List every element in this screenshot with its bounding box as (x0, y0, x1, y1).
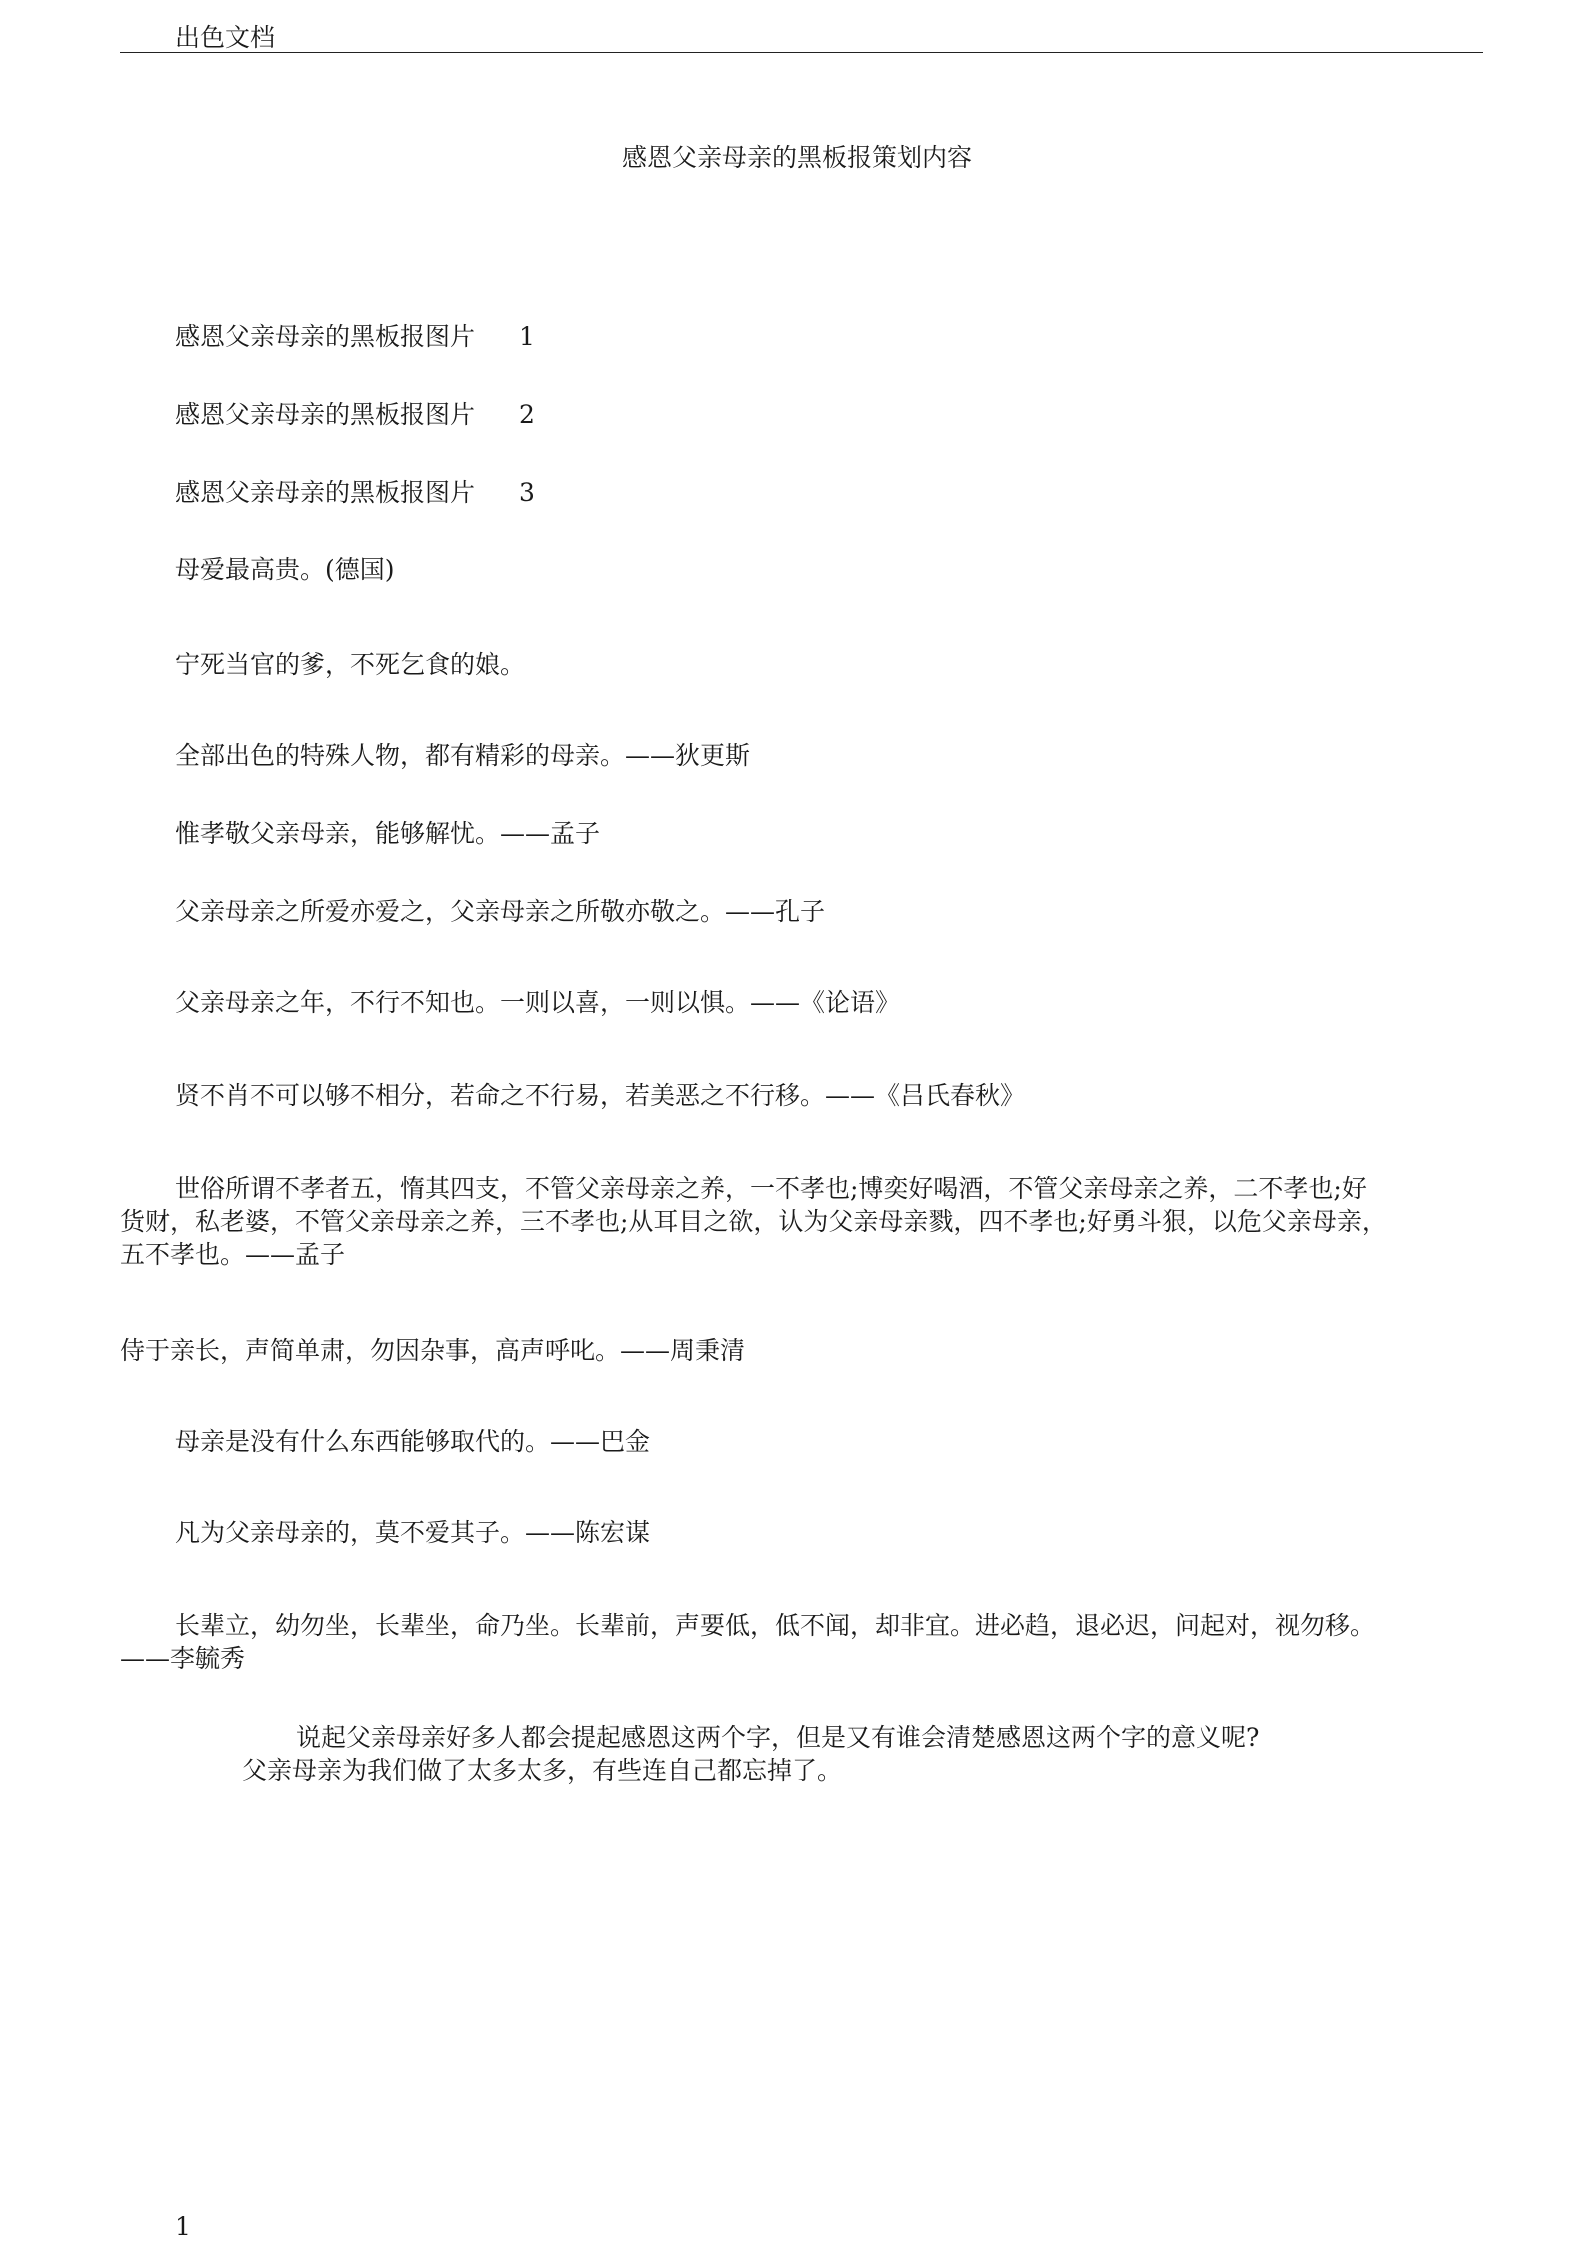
mencius-paragraph-line3: 五不孝也。——孟子 (120, 1240, 346, 1269)
image-item-1 (175, 322, 535, 352)
image-item-label: 感恩父亲母亲的黑板报图片 (175, 322, 476, 351)
quote-line: 父亲母亲之所爱亦爱之，父亲母亲之所敬亦敬之。——孔子 (175, 897, 826, 926)
image-item-number: 2 (519, 400, 535, 429)
header-divider (120, 52, 1483, 53)
li-paragraph-line2: ——李毓秀 (120, 1644, 246, 1673)
quote-line: 全部出色的特殊人物，都有精彩的母亲。——狄更斯 (175, 741, 751, 770)
image-item-number: 1 (519, 322, 535, 351)
mencius-paragraph-line2: 货财，私老婆，不管父亲母亲之养，三不孝也;从耳目之欲，认为父亲母亲戮，四不孝也;好勇斗狠，以危父亲母亲， (120, 1207, 1387, 1236)
quote-line: 侍于亲长，声简单肃，勿因杂事，高声呼叱。——周秉清 (120, 1336, 746, 1365)
quote-line: 贤不肖不可以够不相分，若命之不行易，若美恶之不行移。——《吕氏春秋》 (175, 1081, 1026, 1110)
running-header: 出色文档 (175, 23, 276, 52)
image-item-2 (175, 400, 535, 430)
quote-line: 惟孝敬父亲母亲，能够解忧。——孟子 (175, 819, 601, 848)
page-number: 1 (175, 2212, 191, 2241)
closing-line1: 说起父亲母亲好多人都会提起感恩这两个字，但是又有谁会清楚感恩这两个字的意义呢? (296, 1723, 1260, 1752)
mencius-paragraph-line1: 世俗所谓不孝者五，惰其四支，不管父亲母亲之养，一不孝也;博奕好喝酒，不管父亲母亲之养，二不孝也;好 (175, 1174, 1367, 1203)
quote-line: 父亲母亲之年，不行不知也。一则以喜，一则以惧。——《论语》 (175, 988, 901, 1017)
quote-line: 凡为父亲母亲的，莫不爱其子。——陈宏谋 (175, 1518, 651, 1547)
quote-line: 母爱最高贵。(德国) (175, 555, 395, 584)
image-item-number: 3 (519, 478, 535, 507)
image-item-label: 感恩父亲母亲的黑板报图片 (175, 400, 476, 429)
image-item-3 (175, 478, 535, 508)
quote-line: 母亲是没有什么东西能够取代的。——巴金 (175, 1427, 651, 1456)
image-item-label: 感恩父亲母亲的黑板报图片 (175, 478, 476, 507)
li-paragraph-line1: 长辈立，幼勿坐，长辈坐，命乃坐。长辈前，声要低，低不闻，却非宜。进必趋，退必迟，问起对，视勿移。 (175, 1611, 1376, 1640)
closing-line2: 父亲母亲为我们做了太多太多，有些连自己都忘掉了。 (242, 1756, 843, 1785)
document-title: 感恩父亲母亲的黑板报策划内容 (621, 143, 972, 172)
quote-line: 宁死当官的爹，不死乞食的娘。 (175, 650, 526, 679)
